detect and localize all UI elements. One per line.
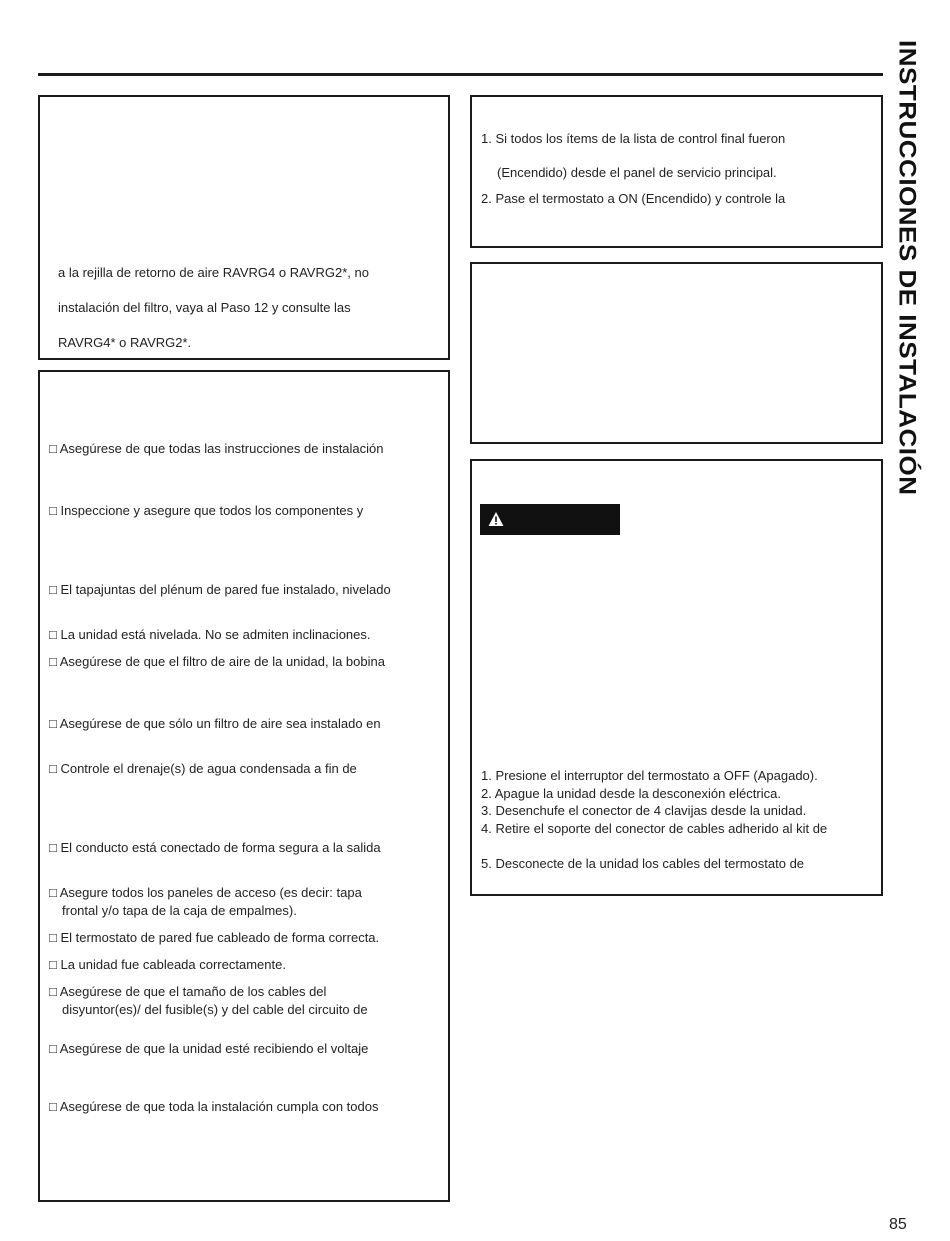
- blank-box: [470, 262, 883, 444]
- checklist-item: □ Controle el drenaje(s) de agua condensada a fin de: [49, 761, 357, 776]
- checklist-item: □ Asegúrese de que toda la instalación cumpla con todos: [49, 1099, 379, 1114]
- checklist-item: □ El termostato de pared fue cableado de forma correcta.: [49, 930, 380, 945]
- checklist-item-continuation: disyuntor(es)/ del fusible(s) y del cable del circuito de: [62, 1002, 368, 1017]
- checklist-box: [38, 370, 450, 1202]
- removal-step: 4. Retire el soporte del conector de cables adherido al kit de: [481, 821, 828, 836]
- filter-line: RAVRG4* o RAVRG2*.: [58, 335, 192, 350]
- checklist-item: □ Asegúrese de que el filtro de aire de la unidad, la bobina: [49, 654, 385, 669]
- header-rule: [38, 73, 883, 76]
- checklist-item: □ Asegúrese de que sólo un filtro de aire sea instalado en: [49, 716, 381, 731]
- removal-step: 2. Apague la unidad desde la desconexión eléctrica.: [481, 786, 781, 801]
- removal-step: 1. Presione el interruptor del termostato a OFF (Apagado).: [481, 768, 818, 783]
- filter-line: a la rejilla de retorno de aire RAVRG4 o RAVRG2*, no: [58, 265, 369, 280]
- checklist-item: □ La unidad está nivelada. No se admiten inclinaciones.: [49, 627, 371, 642]
- removal-step: 3. Desenchufe el conector de 4 clavijas desde la unidad.: [481, 803, 807, 818]
- removal-step: 5. Desconecte de la unidad los cables del termostato de: [481, 856, 805, 871]
- startup-line: 1. Si todos los ítems de la lista de control final fueron: [481, 131, 786, 146]
- checklist-item: □ Asegure todos los paneles de acceso (es decir: tapa: [49, 885, 362, 900]
- filter-box: [38, 95, 450, 360]
- warning-banner: [480, 504, 620, 535]
- filter-line: instalación del filtro, vaya al Paso 12 y consulte las: [58, 300, 351, 315]
- checklist-item-continuation: frontal y/o tapa de la caja de empalmes).: [62, 903, 297, 918]
- checklist-item: □ El conducto está conectado de forma segura a la salida: [49, 840, 381, 855]
- checklist-item: □ Asegúrese de que la unidad esté recibiendo el voltaje: [49, 1041, 369, 1056]
- checklist-item: □ Asegúrese de que el tamaño de los cables del: [49, 984, 327, 999]
- startup-line: (Encendido) desde el panel de servicio principal.: [497, 165, 777, 180]
- checklist-item: □ Inspeccione y asegure que todos los componentes y: [49, 503, 364, 518]
- checklist-item: □ Asegúrese de que todas las instrucciones de instalación: [49, 441, 384, 456]
- checklist-item: □ La unidad fue cableada correctamente.: [49, 957, 286, 972]
- section-side-title: INSTRUCCIONES DE INSTALACIÓN: [893, 40, 922, 496]
- startup-line: 2. Pase el termostato a ON (Encendido) y controle la: [481, 191, 786, 206]
- page-number: 85: [889, 1216, 907, 1233]
- warning-triangle-icon: [488, 511, 504, 527]
- checklist-item: □ El tapajuntas del plénum de pared fue instalado, nivelado: [49, 582, 391, 597]
